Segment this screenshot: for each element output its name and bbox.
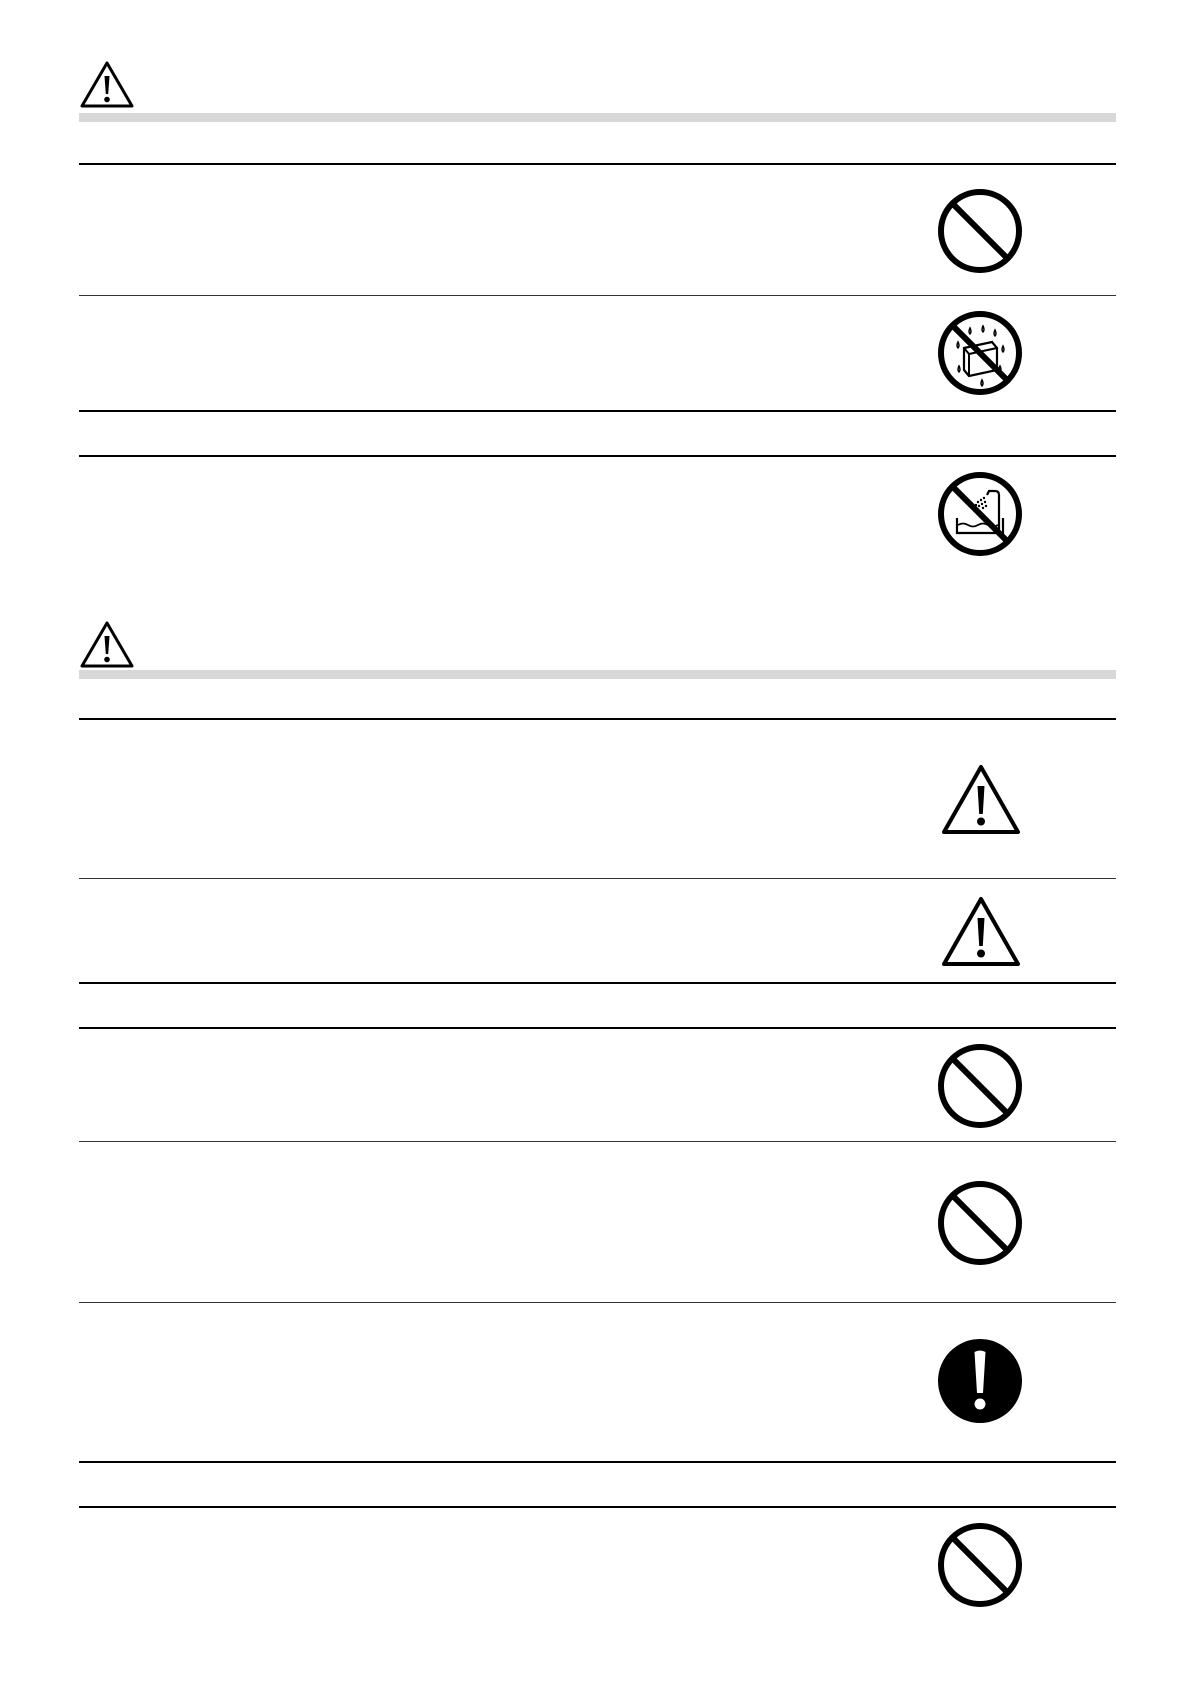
block-top-rule <box>79 163 1116 165</box>
caution-triangle-icon <box>79 620 135 669</box>
block-top-rule <box>79 455 1116 457</box>
block-top-rule <box>79 718 1116 720</box>
mandatory-action-icon <box>937 1338 1023 1424</box>
block-bottom-rule <box>79 1461 1116 1463</box>
no-bathroom-use-icon <box>937 471 1023 557</box>
no-wet-hands-icon <box>937 310 1023 396</box>
row-divider <box>79 878 1116 879</box>
caution-triangle-icon <box>941 896 1021 968</box>
block-top-rule <box>79 1506 1116 1508</box>
prohibition-icon <box>937 188 1023 274</box>
block-bottom-rule <box>79 410 1116 412</box>
row-divider <box>79 295 1116 296</box>
prohibition-icon <box>937 1043 1023 1129</box>
row-divider <box>79 1302 1116 1303</box>
prohibition-icon <box>937 1522 1023 1608</box>
block-top-rule <box>79 1027 1116 1029</box>
section-header-band <box>79 113 1116 122</box>
caution-triangle-icon <box>941 764 1021 836</box>
warning-triangle-icon <box>79 60 135 109</box>
block-bottom-rule <box>79 982 1116 984</box>
row-divider <box>79 1141 1116 1142</box>
section-header-band <box>79 670 1116 679</box>
prohibition-icon <box>937 1180 1023 1266</box>
